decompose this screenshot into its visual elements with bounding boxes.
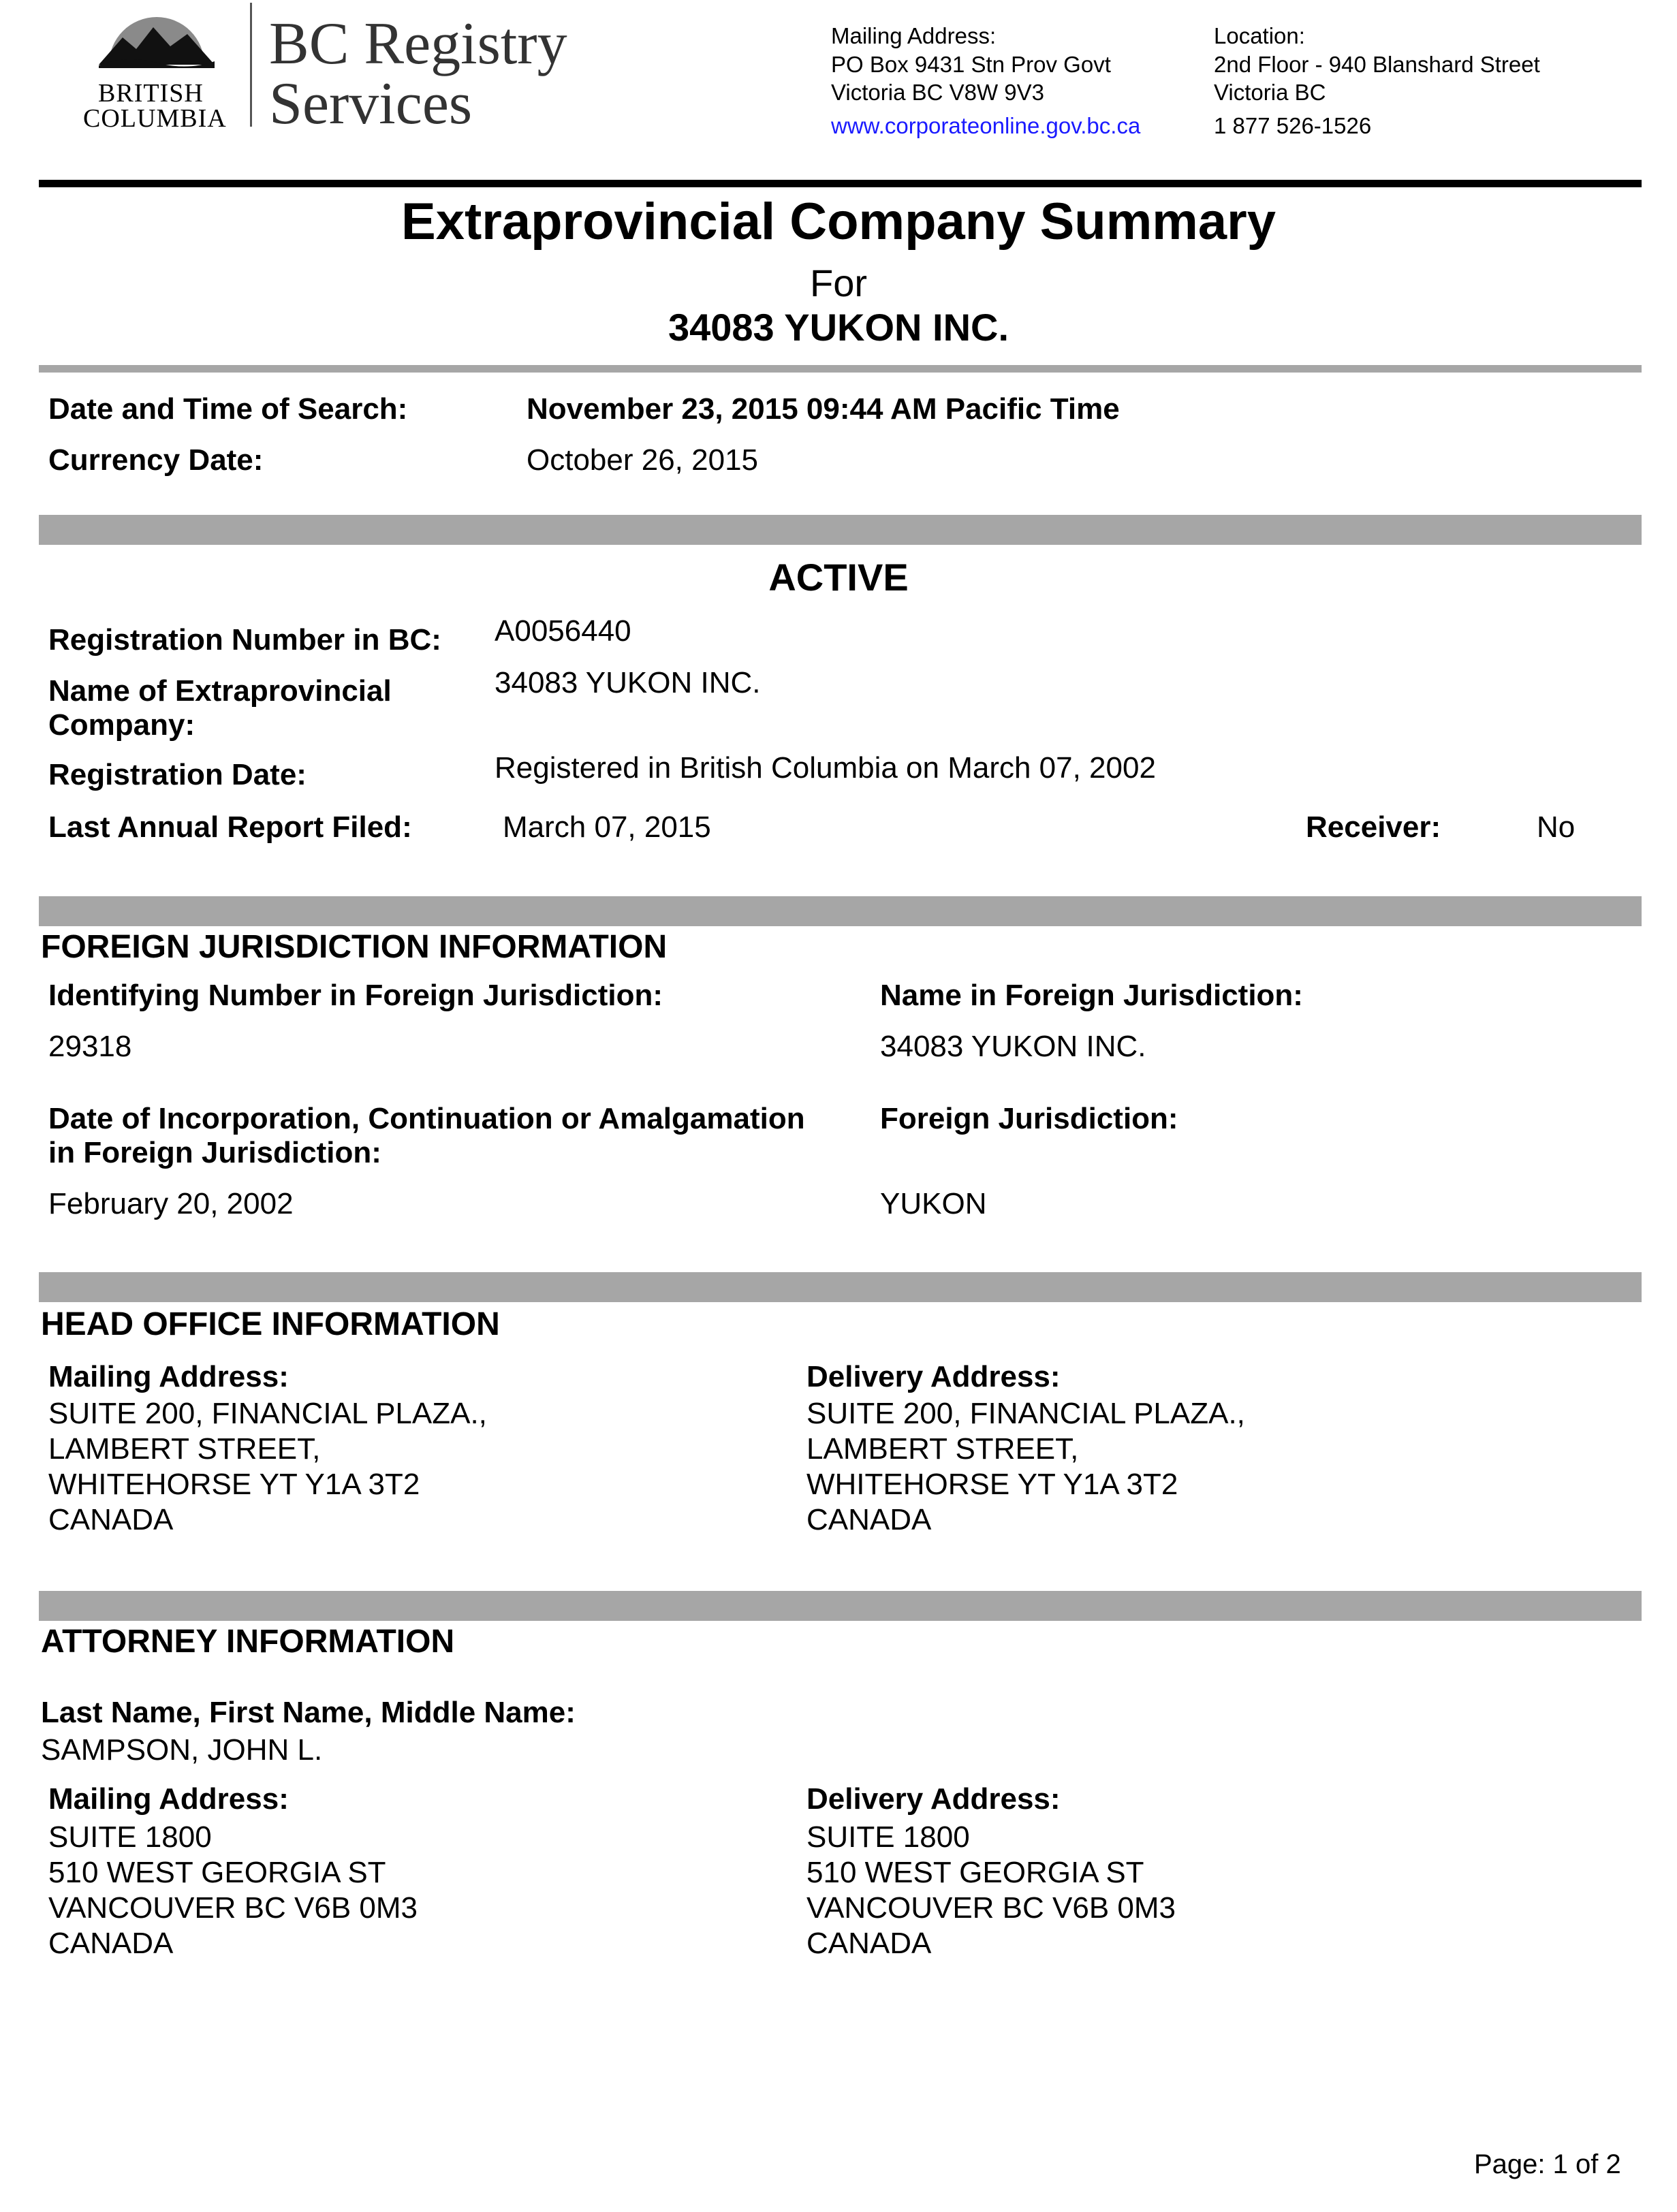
address-line: LAMBERT STREET, [806,1432,1079,1466]
title-rule [39,365,1642,373]
receiver-label: Receiver: [1306,810,1441,844]
address-line: 510 WEST GEORGIA ST [806,1856,1144,1889]
foreign-id-value: 29318 [48,1030,132,1063]
mailing-line2: Victoria BC V8W 9V3 [831,80,1045,105]
section-divider [39,1591,1642,1621]
annual-report-value: March 07, 2015 [503,810,711,844]
search-datetime-label: Date and Time of Search: [48,392,408,426]
address-line: CANADA [48,1927,174,1960]
section-divider [39,1272,1642,1302]
company-name-title: 34083 YUKON INC. [668,306,1009,349]
section-divider [39,515,1642,545]
attorney-name-label: Last Name, First Name, Middle Name: [41,1696,576,1729]
foreign-jurisdiction-value: YUKON [880,1187,987,1220]
page-number: Page: 1 of 2 [1474,2149,1621,2179]
registration-number-value: A0056440 [495,614,631,648]
section-divider [39,896,1642,926]
incorporation-date-label-line2: in Foreign Jurisdiction: [48,1136,381,1169]
incorporation-date-label-line1: Date of Incorporation, Continuation or Amalgamation [48,1102,805,1135]
incorporation-date-value: February 20, 2002 [48,1187,294,1220]
registration-date-value: Registered in British Columbia on March 07, 2002 [495,751,1156,785]
registration-date-label: Registration Date: [48,758,307,791]
logo-province-line1: BRITISH [98,79,204,108]
for-label: For [810,262,867,304]
location-line1: 2nd Floor - 940 Blanshard Street [1214,52,1540,77]
attorney-delivery-address [806,1820,1176,1961]
foreign-id-label: Identifying Number in Foreign Jurisdiction: [48,979,663,1012]
foreign-jurisdiction-label: Foreign Jurisdiction: [880,1102,1178,1135]
head-office-heading: HEAD OFFICE INFORMATION [41,1306,500,1342]
address-line: SUITE 200, FINANCIAL PLAZA., [806,1397,1245,1430]
address-line: VANCOUVER BC V6B 0M3 [806,1891,1176,1925]
currency-date-label: Currency Date: [48,443,264,477]
address-line: 510 WEST GEORGIA ST [48,1856,386,1889]
address-line: SUITE 200, FINANCIAL PLAZA., [48,1397,487,1430]
website-link[interactable]: www.corporateonline.gov.bc.ca [831,113,1141,138]
address-line: SUITE 1800 [48,1820,212,1854]
attorney-delivery-label: Delivery Address: [806,1782,1061,1816]
logo-province-line2: COLUMBIA [83,104,227,133]
phone-number: 1 877 526-1526 [1214,113,1372,138]
receiver-value: No [1537,810,1576,844]
head-office-mailing-address [48,1396,487,1538]
address-line: CANADA [806,1927,932,1960]
currency-date-value: October 26, 2015 [527,443,759,477]
address-line: LAMBERT STREET, [48,1432,321,1466]
location-label: Location: [1214,23,1305,48]
address-line: WHITEHORSE YT Y1A 3T2 [806,1468,1178,1501]
attorney-mailing-label: Mailing Address: [48,1782,289,1816]
address-line: WHITEHORSE YT Y1A 3T2 [48,1468,420,1501]
logo-registry-line1: BC Registry [269,11,567,77]
search-datetime-value: November 23, 2015 09:44 AM Pacific Time [527,392,1120,426]
head-office-delivery-address [806,1396,1245,1538]
registration-number-label: Registration Number in BC: [48,623,441,657]
company-name-label-line1: Name of Extraprovincial [48,674,392,708]
head-office-delivery-label: Delivery Address: [806,1360,1061,1393]
logo-divider [250,3,252,127]
foreign-name-label: Name in Foreign Jurisdiction: [880,979,1303,1012]
attorney-mailing-address [48,1820,418,1961]
header-rule [39,180,1642,187]
mailing-line1: PO Box 9431 Stn Prov Govt [831,52,1111,77]
mailing-address-label: Mailing Address: [831,23,997,48]
address-line: CANADA [806,1503,932,1536]
address-line: VANCOUVER BC V6B 0M3 [48,1891,418,1925]
company-name-value: 34083 YUKON INC. [495,666,761,699]
foreign-section-heading: FOREIGN JURISDICTION INFORMATION [41,929,668,965]
attorney-name-value: SAMPSON, JOHN L. [41,1733,323,1767]
status-badge: ACTIVE [768,556,909,599]
foreign-name-value: 34083 YUKON INC. [880,1030,1146,1063]
address-line: CANADA [48,1503,174,1536]
address-line: SUITE 1800 [806,1820,970,1854]
sun-mountain-icon [95,0,218,68]
company-name-label-line2: Company: [48,708,195,742]
annual-report-label: Last Annual Report Filed: [48,810,412,844]
head-office-mailing-label: Mailing Address: [48,1360,289,1393]
logo-registry-line2: Services [269,71,473,137]
page-title: Extraprovincial Company Summary [401,193,1276,251]
location-line2: Victoria BC [1214,80,1326,105]
attorney-heading: ATTORNEY INFORMATION [41,1624,455,1660]
